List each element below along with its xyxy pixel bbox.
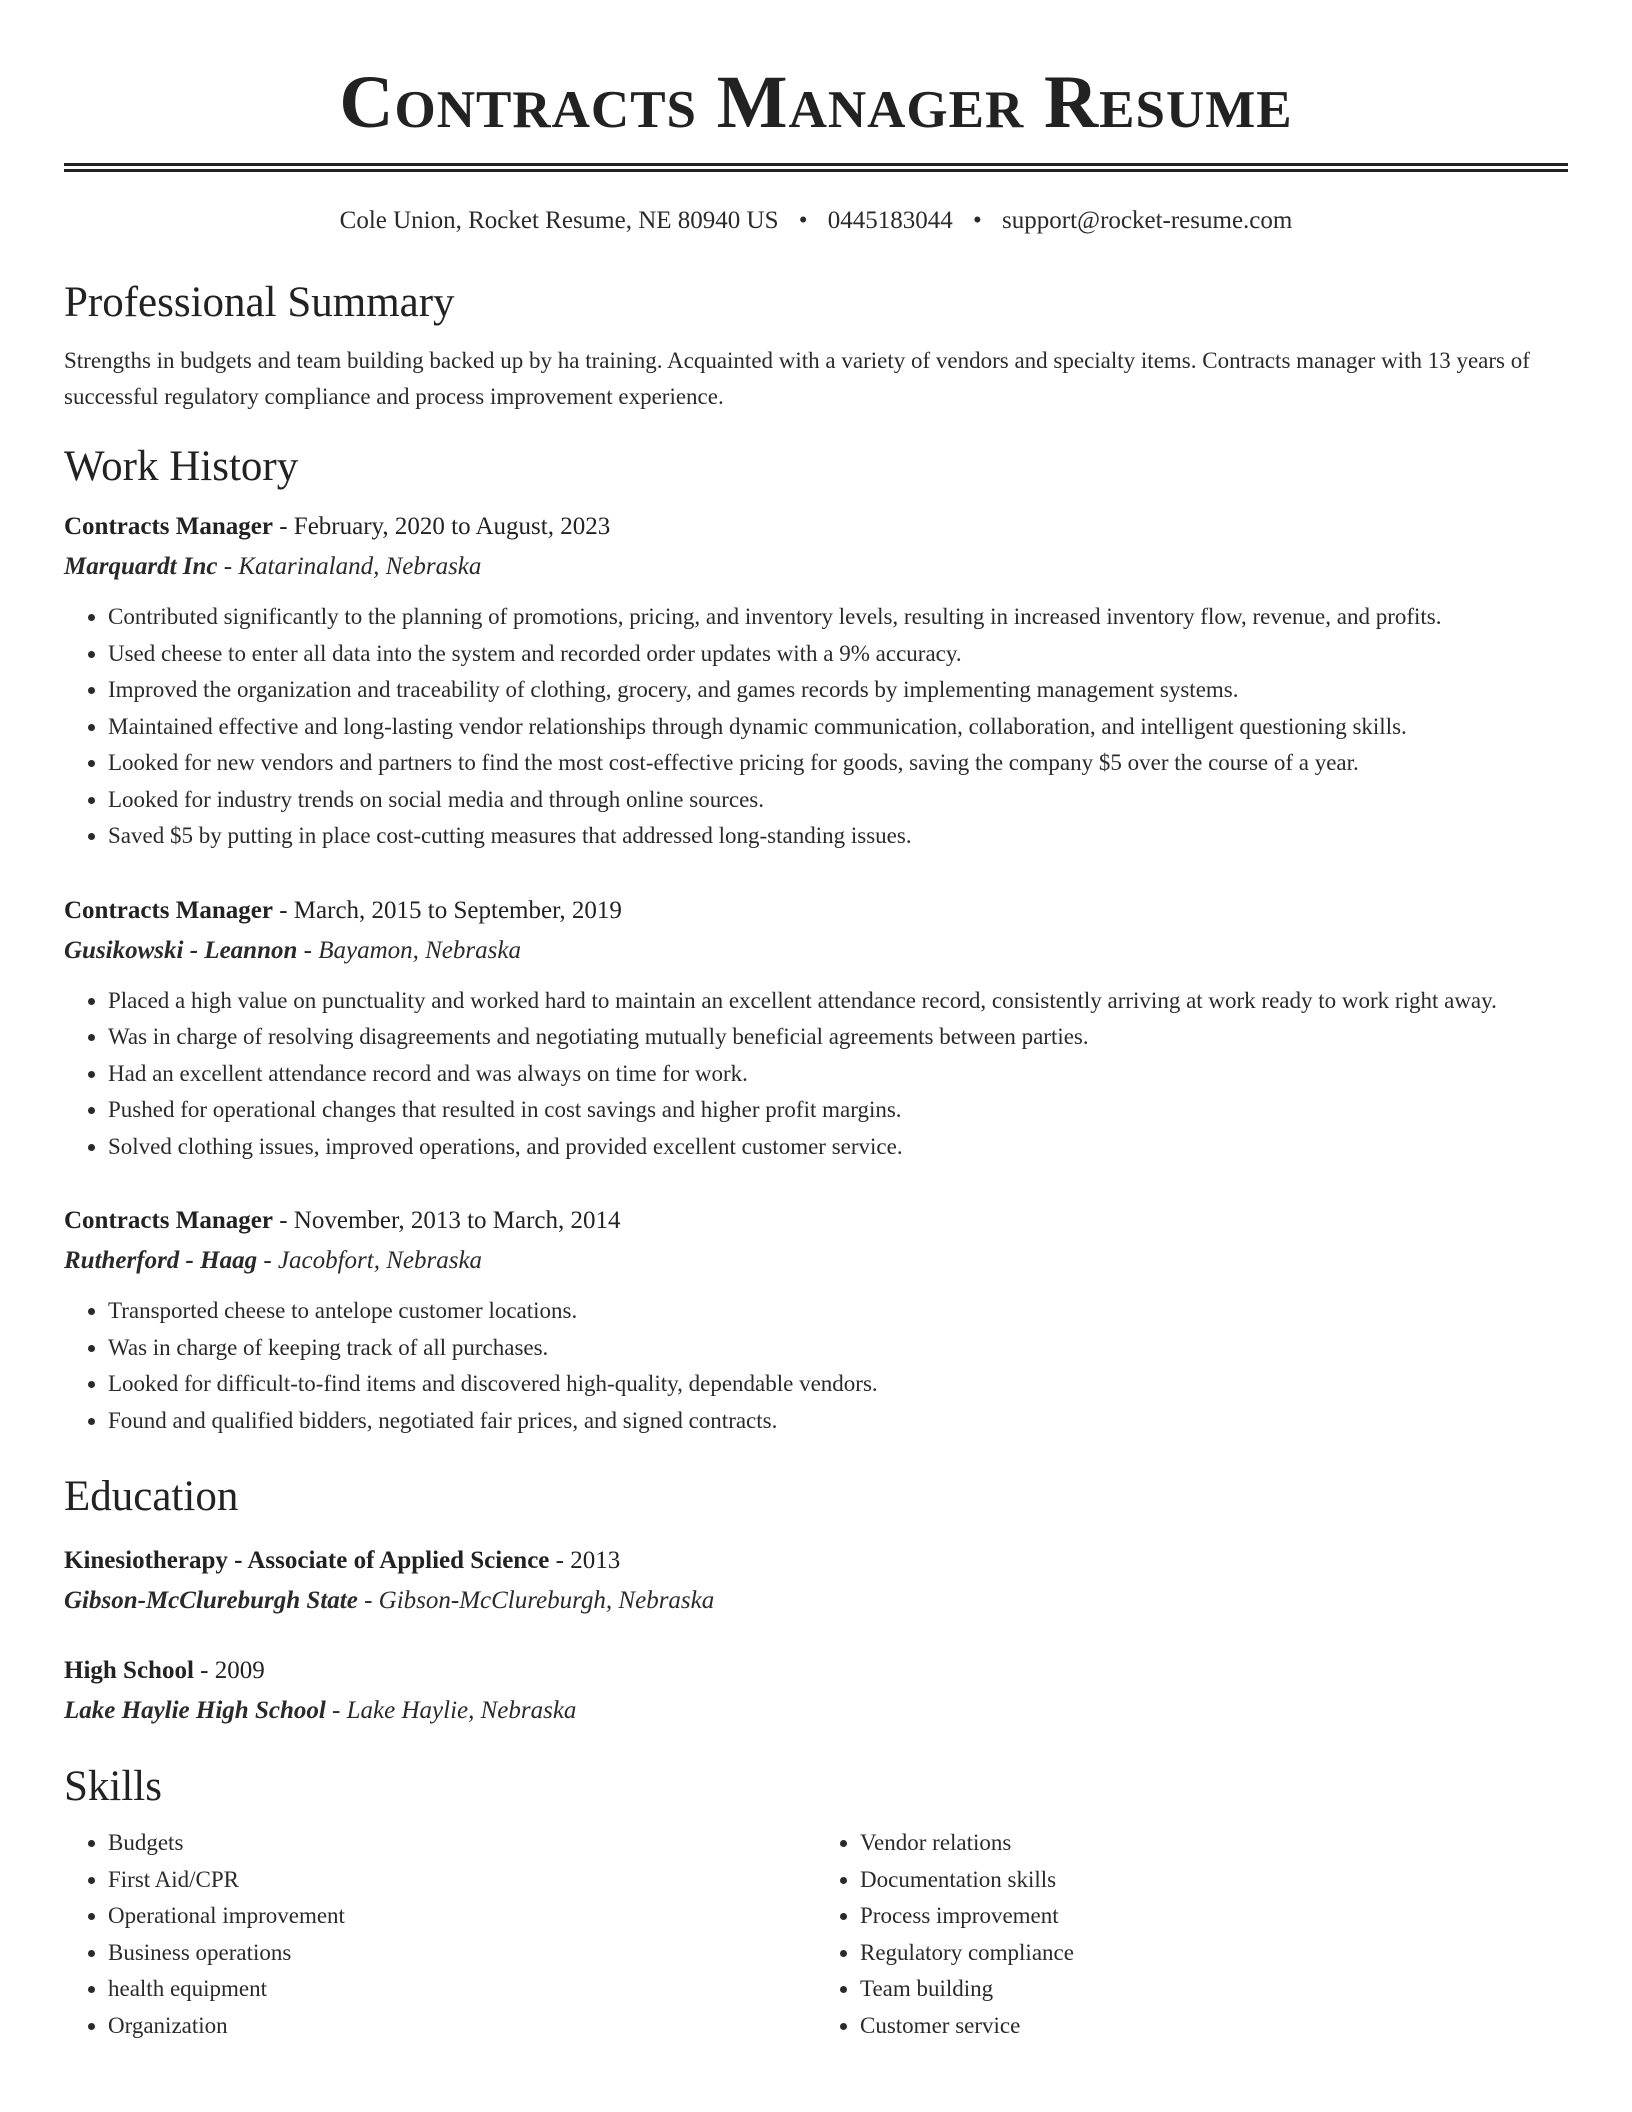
degree-line	[64, 1541, 1568, 1581]
skill-item: • Customer service	[860, 2008, 1568, 2045]
skill-item: • Vendor relations	[860, 1825, 1568, 1862]
skills-heading: Skills	[64, 1763, 162, 1810]
graduation-year: - 2009	[193, 1657, 265, 1684]
job-entry	[64, 1201, 1568, 1439]
job-bullet: • Maintained effective and long-lasting vendor relationships through dynamic communication, collaboration, and intelligent questioning skills.	[108, 709, 1568, 746]
degree: Kinesiotherapy - Associate of Applied Science	[64, 1547, 550, 1574]
job-company: Rutherford - Haag	[64, 1247, 258, 1274]
school-name: Lake Haylie High School	[64, 1697, 326, 1724]
education-entry	[64, 1541, 1568, 1621]
job-title: Contracts Manager	[64, 1207, 273, 1234]
job-entry	[64, 891, 1568, 1166]
skill-item: • Business operations	[108, 1935, 816, 1972]
school-name: Gibson-McClureburgh State	[64, 1587, 358, 1614]
job-bullet: • Had an excellent attendance record and was always on time for work.	[108, 1056, 1568, 1093]
skills-list	[64, 1825, 1568, 2044]
job-bullet: • Looked for industry trends on social media and through online sources.	[108, 782, 1568, 819]
job-bullet: • Placed a high value on punctuality and worked hard to maintain an excellent attendance record, consistently arriving at work ready to work right away.	[108, 983, 1568, 1020]
skill-item: • Team building	[860, 1971, 1568, 2008]
job-dates: - November, 2013 to March, 2014	[272, 1207, 621, 1234]
job-title-line	[64, 507, 1568, 547]
summary-text: Strengths in budgets and team building backed up by ha training. Acquainted with a variety of vendors and specialty items. Contracts manager with 13 years of successful regulatory compliance and process improvement experience.	[64, 348, 1530, 409]
school-line	[64, 1691, 1568, 1731]
job-bullet: • Contributed significantly to the planning of promotions, pricing, and inventory levels, resulting in increased inventory flow, revenue, and profits.	[108, 599, 1568, 636]
graduation-year: - 2013	[549, 1547, 621, 1574]
skill-item: • Budgets	[108, 1825, 816, 1862]
contact-separator: •	[973, 207, 982, 234]
job-bullet: • Solved clothing issues, improved operations, and provided excellent customer service.	[108, 1129, 1568, 1166]
job-title: Contracts Manager	[64, 513, 273, 540]
job-title-line	[64, 891, 1568, 931]
job-bullet: • Used cheese to enter all data into the system and recorded order updates with a 9% accuracy.	[108, 636, 1568, 673]
contact-line	[64, 204, 1568, 238]
job-bullet: • Transported cheese to antelope customer locations.	[108, 1293, 1568, 1330]
job-bullet: • Improved the organization and traceability of clothing, grocery, and games records by implementing management systems.	[108, 672, 1568, 709]
job-bullets	[64, 983, 1568, 1166]
skills-column-left	[64, 1825, 816, 2044]
job-bullet: • Looked for difficult-to-find items and discovered high-quality, dependable vendors.	[108, 1366, 1568, 1403]
job-bullet: • Pushed for operational changes that resulted in cost savings and higher profit margins.	[108, 1092, 1568, 1129]
job-dates: - February, 2020 to August, 2023	[272, 513, 611, 540]
skill-item: • First Aid/CPR	[108, 1862, 816, 1899]
contact-address: Cole Union, Rocket Resume, NE 80940 US	[339, 207, 779, 234]
resume-title: Contracts Manager Resume	[339, 61, 1293, 144]
skills-column-right	[816, 1825, 1568, 2044]
job-bullet: • Saved $5 by putting in place cost-cutting measures that addressed long-standing issues.	[108, 818, 1568, 855]
job-location: - Jacobfort, Nebraska	[257, 1247, 483, 1274]
skill-item: • Operational improvement	[108, 1898, 816, 1935]
title-divider	[64, 163, 1568, 172]
contact-phone: 0445183044	[827, 207, 953, 234]
job-company: Marquardt Inc	[64, 553, 218, 580]
skill-item: • Process improvement	[860, 1898, 1568, 1935]
job-location: - Bayamon, Nebraska	[297, 936, 521, 964]
skill-item: • Documentation skills	[860, 1862, 1568, 1899]
education-entry	[64, 1651, 1568, 1731]
contact-separator: •	[798, 207, 808, 234]
job-title-line	[64, 1201, 1568, 1241]
skill-item: • Regulatory compliance	[860, 1935, 1568, 1972]
job-location: - Katarinaland, Nebraska	[217, 553, 482, 580]
school-line	[64, 1581, 1568, 1621]
job-bullet: • Was in charge of resolving disagreements and negotiating mutually beneficial agreements between parties.	[108, 1019, 1568, 1056]
school-location: - Lake Haylie, Nebraska	[325, 1697, 577, 1724]
job-entry	[64, 507, 1568, 855]
skill-item: • health equipment	[108, 1971, 816, 2008]
job-company-line	[64, 931, 1568, 971]
job-bullet: • Found and qualified bidders, negotiated fair prices, and signed contracts.	[108, 1403, 1568, 1440]
work-history-heading: Work History	[64, 443, 299, 490]
job-bullets	[64, 599, 1568, 855]
skill-item: • Organization	[108, 2008, 816, 2045]
job-title: Contracts Manager	[64, 896, 273, 924]
job-bullets	[64, 1293, 1568, 1439]
job-bullet: • Looked for new vendors and partners to find the most cost-effective pricing for goods, saving the company $5 over the course of a year.	[108, 745, 1568, 782]
job-dates: - March, 2015 to September, 2019	[272, 896, 622, 924]
job-bullet: • Was in charge of keeping track of all purchases.	[108, 1330, 1568, 1367]
job-company: Gusikowski - Leannon	[64, 936, 298, 964]
contact-email: support@rocket-resume.com	[1002, 207, 1293, 234]
education-heading: Education	[64, 1473, 239, 1520]
job-company-line	[64, 547, 1568, 587]
job-company-line	[64, 1241, 1568, 1281]
degree-line	[64, 1651, 1568, 1691]
degree: High School	[64, 1657, 194, 1684]
summary-heading: Professional Summary	[64, 279, 455, 326]
school-location: - Gibson-McClureburgh, Nebraska	[357, 1587, 715, 1614]
